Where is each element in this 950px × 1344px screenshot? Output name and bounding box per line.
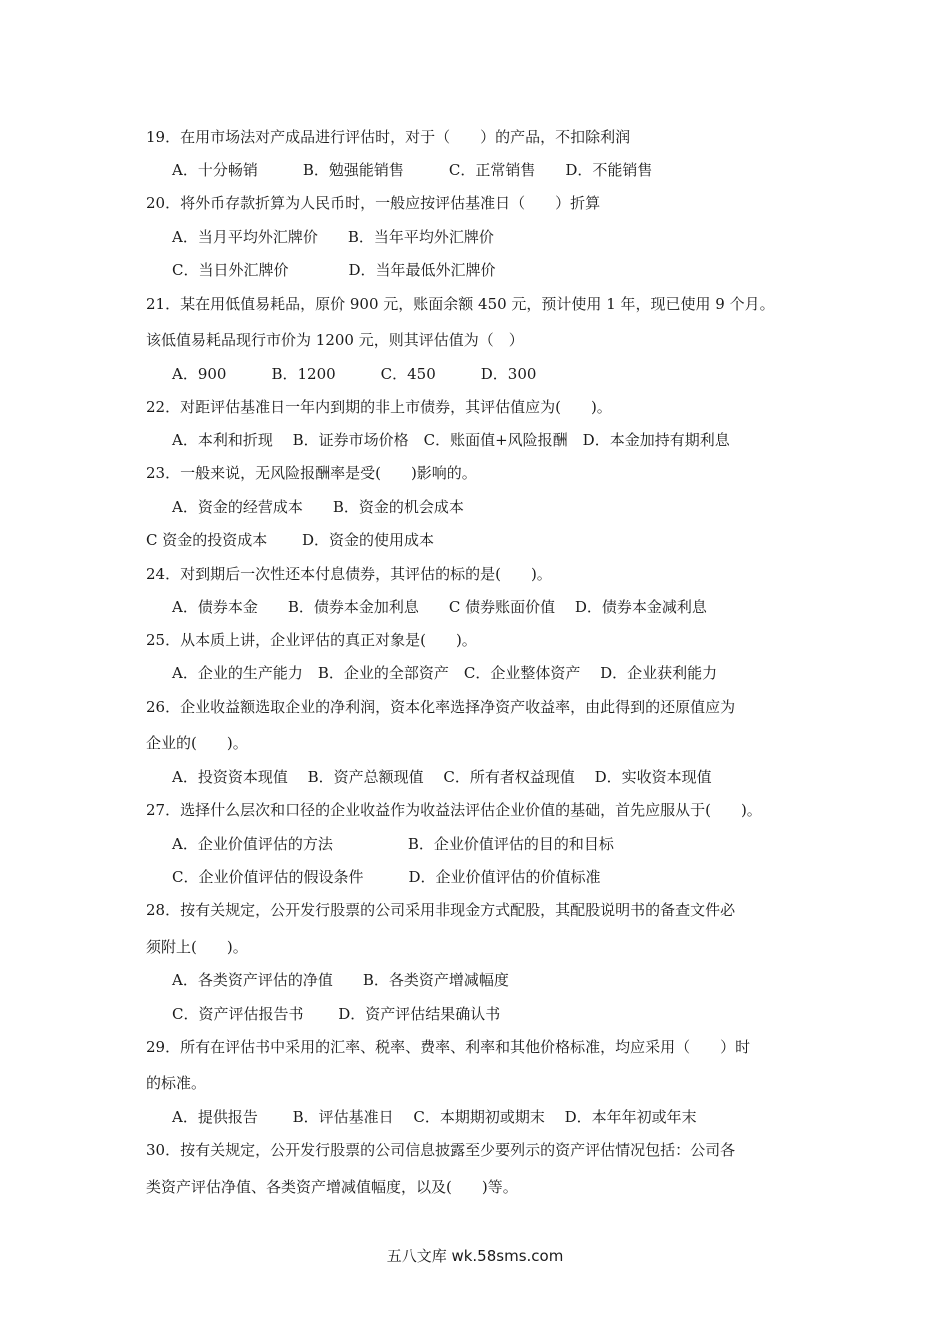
- question-23-options-2: C 资金的投资成本 D．资金的使用成本: [146, 531, 435, 549]
- question-20-options-2: C．当日外汇牌价 D．当年最低外汇牌价: [172, 261, 496, 279]
- question-24-options: A．债券本金 B．债券本金加利息 C 债券账面价值 D．债券本金减利息: [172, 598, 707, 616]
- question-25-stem: 25．从本质上讲，企业评估的真正对象是( )。: [146, 631, 477, 649]
- question-29-options: A．提供报告 B．评估基准日 C．本期期初或期末 D．本年年初或年末: [172, 1108, 697, 1126]
- question-30-stem-1: 30．按有关规定，公开发行股票的公司信息披露至少要列示的资产评估情况包括：公司各: [146, 1141, 736, 1159]
- question-26-stem-2: 企业的( )。: [146, 734, 248, 752]
- question-21-options: A．900 B．1200 C．450 D．300: [172, 365, 537, 383]
- question-20-options-1: A．当月平均外汇牌价 B．当年平均外汇牌价: [172, 228, 494, 246]
- question-30-stem-2: 类资产评估净值、各类资产增减值幅度，以及( )等。: [146, 1178, 518, 1196]
- question-22-stem: 22．对距评估基准日一年内到期的非上市债券，其评估值应为( )。: [146, 398, 612, 416]
- question-27-stem: 27．选择什么层次和口径的企业收益作为收益法评估企业价值的基础，首先应服从于( )。: [146, 801, 762, 819]
- footer-watermark: 五八文库 wk.58sms.com: [386, 1247, 564, 1265]
- question-29-stem-1: 29．所有在评估书中采用的汇率、税率、费率、利率和其他价格标准，均应采用（ ）时: [146, 1038, 751, 1056]
- question-26-stem-1: 26．企业收益额选取企业的净利润，资本化率选择净资产收益率，由此得到的还原值应为: [146, 698, 736, 716]
- question-27-options-1: A．企业价值评估的方法 B．企业价值评估的目的和目标: [172, 835, 614, 853]
- question-27-options-2: C．企业价值评估的假设条件 D．企业价值评估的价值标准: [172, 868, 601, 886]
- question-23-options-1: A．资金的经营成本 B．资金的机会成本: [172, 498, 464, 516]
- question-25-options: A．企业的生产能力 B．企业的全部资产 C．企业整体资产 D．企业获利能力: [172, 664, 718, 682]
- question-26-options: A．投资资本现值 B．资产总额现值 C．所有者权益现值 D．实收资本现值: [172, 768, 712, 786]
- question-21-stem-1: 21．某在用低值易耗品，原价 900 元，账面余额 450 元，预计使用 1 年，现已使用 9 个月。: [146, 295, 775, 313]
- question-28-stem-1: 28．按有关规定，公开发行股票的公司采用非现金方式配股，其配股说明书的备查文件必: [146, 901, 736, 919]
- question-28-stem-2: 须附上( )。: [146, 938, 248, 956]
- question-28-options-2: C．资产评估报告书 D．资产评估结果确认书: [172, 1005, 501, 1023]
- question-19-options: A．十分畅销 B．勉强能销售 C．正常销售 D．不能销售: [172, 161, 653, 179]
- question-22-options: A．本利和折现 B．证券市场价格 C．账面值+风险报酬 D．本金加持有期利息: [172, 431, 730, 449]
- question-20-stem: 20．将外币存款折算为人民币时，一般应按评估基准日（ ）折算: [146, 194, 601, 212]
- question-19-stem: 19．在用市场法对产成品进行评估时，对于（ ）的产品，不扣除利润: [146, 128, 631, 146]
- question-23-stem: 23．一般来说，无风险报酬率是受( )影响的。: [146, 464, 477, 482]
- question-28-options-1: A．各类资产评估的净值 B．各类资产增减幅度: [172, 971, 509, 989]
- question-24-stem: 24．对到期后一次性还本付息债券，其评估的标的是( )。: [146, 565, 552, 583]
- question-29-stem-2: 的标准。: [146, 1074, 207, 1092]
- question-21-stem-2: 该低值易耗品现行市价为 1200 元，则其评估值为（ ）: [146, 331, 524, 349]
